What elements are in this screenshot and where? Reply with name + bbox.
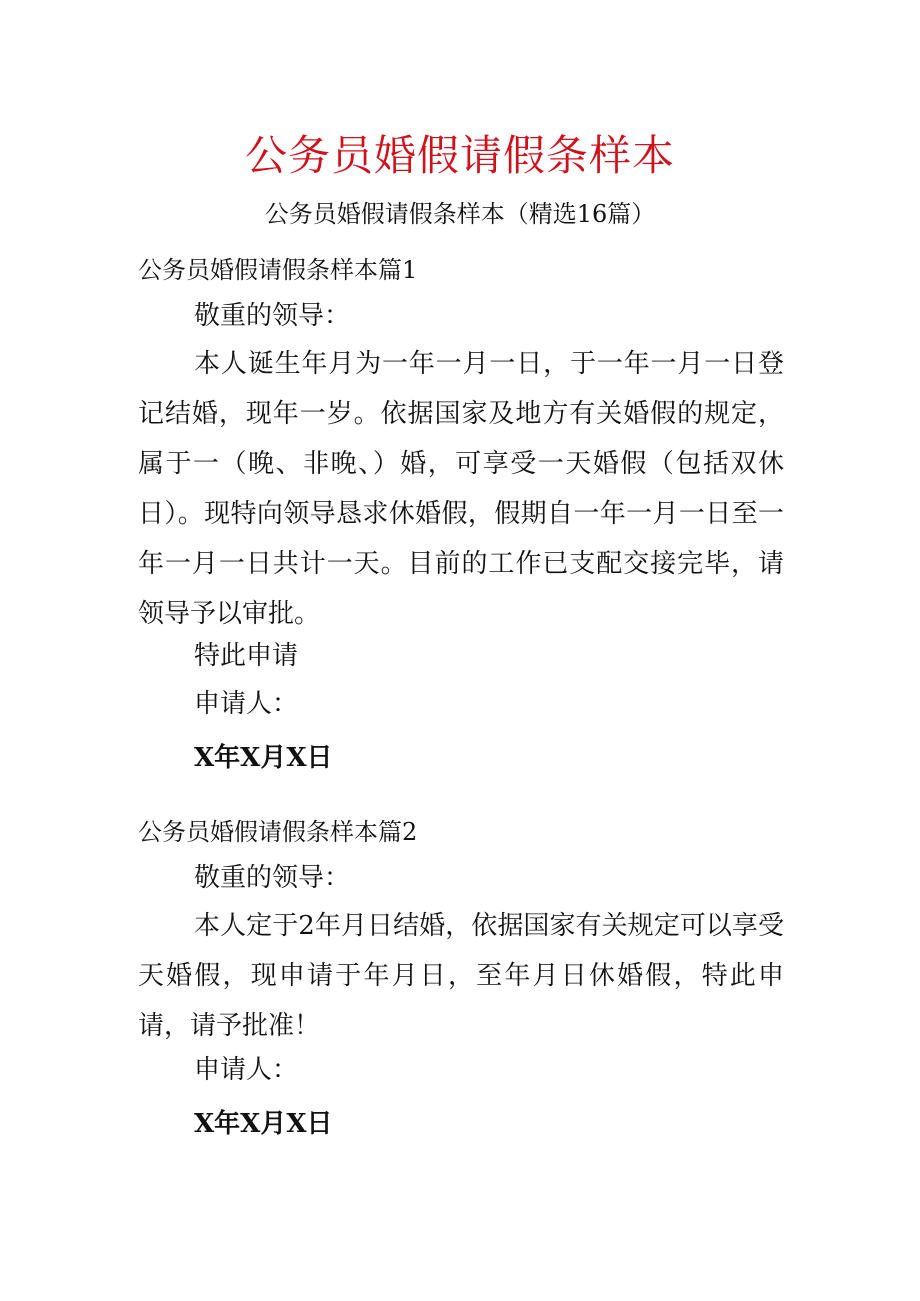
section-1-heading: 公务员婚假请假条样本篇1	[138, 256, 418, 284]
section-2-salutation: 敬重的领导：	[194, 863, 351, 893]
document-subtitle: 公务员婚假请假条样本（精选16篇）	[264, 200, 656, 228]
section-1-date: X年X月X日	[194, 743, 333, 773]
section-2-date: X年X月X日	[194, 1109, 333, 1139]
section-1-body: 本人诞生年月为一年一月一日，于一年一月一日登记结婚，现年一岁。依据国家及地方有关婚假的规定，属于一（晚、非晚、）婚，可享受一天婚假（包括双休日）。现特向领导恳求休婚假，假期自一年一月一日至一年一月一日共计一天。目前的工作已支配交接完毕，请领导予以审批。	[138, 349, 784, 629]
document-title: 公务员婚假请假条样本	[244, 131, 675, 180]
section-2-heading: 公务员婚假请假条样本篇2	[138, 818, 418, 846]
section-2-applicant: 申请人：	[194, 1055, 299, 1085]
section-1-salutation: 敬重的领导：	[194, 301, 351, 331]
section-2-body: 本人定于2年月日结婚，依据国家有关规定可以享受天婚假，现申请于年月日，至年月日休婚假，特此申请，请予批准！	[138, 911, 784, 1041]
section-1-applicant: 申请人：	[194, 689, 299, 719]
section-1-closing: 特此申请	[194, 641, 299, 671]
